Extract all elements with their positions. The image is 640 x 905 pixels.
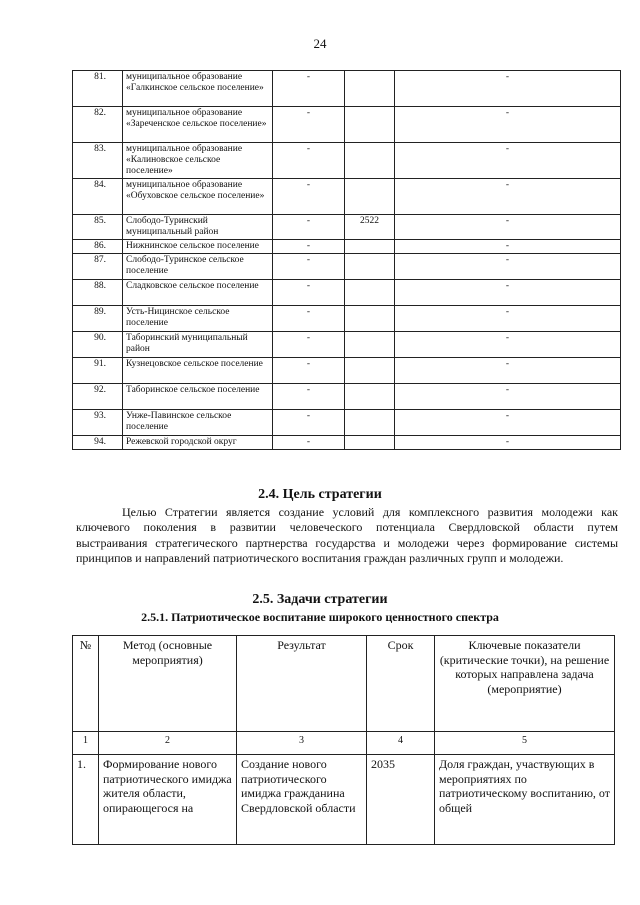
header-number: № [73,636,99,732]
header-indicators: Ключевые показатели (критические точки), на решение которых направлена задача (мероприятие) [435,636,615,732]
value-col4 [345,107,395,143]
municipal-row [73,436,621,450]
index-cell: 4 [367,732,435,755]
row-number: 91. [73,358,123,384]
value-col4 [345,254,395,280]
page-number: 24 [313,36,327,51]
task-term: 2035 [367,755,435,845]
goal-line: ключевого поколения в развитии человеческого потенциала Свердловской области путем [76,520,618,535]
municipal-row [73,107,621,143]
value-col5: - [395,240,621,254]
value-col4 [345,240,395,254]
value-col4 [345,410,395,436]
row-number: 87. [73,254,123,280]
value-col5: - [395,358,621,384]
value-col5: - [395,179,621,215]
municipality-name: Сладковское сельское поселение [123,280,273,306]
row-number: 85. [73,215,123,240]
value-col3: - [273,306,345,332]
header-term: Срок [367,636,435,732]
task-number: 1. [73,755,99,845]
municipality-name: Слободо-Туринское сельское поселение [123,254,273,280]
value-col4 [345,71,395,107]
row-number: 82. [73,107,123,143]
municipality-name: Нижнинское сельское поселение [123,240,273,254]
goal-line: принципов и направлений патриотического воспитания граждан различных групп и молодежи. [76,551,564,566]
index-cell: 5 [435,732,615,755]
row-number: 86. [73,240,123,254]
value-col3: - [273,332,345,358]
value-col4 [345,179,395,215]
municipal-row [73,240,621,254]
value-col5: - [395,306,621,332]
value-col3: - [273,254,345,280]
value-col4 [345,332,395,358]
value-col5: - [395,254,621,280]
task-result: Создание нового патриотического имиджа гражданина Свердловской области [237,755,367,845]
task-method: Формирование нового патриотического имиджа жителя области, опирающегося на [99,755,237,845]
value-col5: - [395,384,621,410]
index-cell: 2 [99,732,237,755]
municipal-row [73,280,621,306]
municipal-row [73,384,621,410]
row-number: 88. [73,280,123,306]
value-col5: - [395,107,621,143]
tasks-table [72,635,615,845]
value-col3: - [273,280,345,306]
value-col4 [345,143,395,179]
index-cell: 1 [73,732,99,755]
row-number: 92. [73,384,123,410]
goal-line: Целью Стратегии является создание условий для комплексного развития молодежи как [122,505,618,519]
value-col3: - [273,179,345,215]
task-indicators: Доля граждан, участвующих в мероприятиях по патриотическому воспитанию, от общей [435,755,615,845]
municipal-row [73,254,621,280]
section-2-5-heading: 2.5. Задачи стратегии [252,592,388,607]
value-col3: - [273,358,345,384]
municipal-row [73,179,621,215]
municipality-name: Усть-Ницинское сельское поселение [123,306,273,332]
value-col5: - [395,143,621,179]
row-number: 83. [73,143,123,179]
municipal-table [72,70,621,450]
municipality-name: Режевской городской округ [123,436,273,450]
municipality-name: муниципальное образование «Галкинское сельское поселение» [123,71,273,107]
header-method: Метод (основные мероприятия) [99,636,237,732]
municipality-name: Унже-Павинское сельское поселение [123,410,273,436]
goal-line: выстраивания стратегического партнерства государства и молодежи через формирование системы [76,535,618,550]
tasks-index-row [73,732,615,755]
tasks-header-row [73,636,615,732]
row-number: 89. [73,306,123,332]
value-col3: - [273,107,345,143]
municipal-row [73,143,621,179]
value-col5: - [395,71,621,107]
row-number: 93. [73,410,123,436]
row-number: 94. [73,436,123,450]
section-2-5-1-heading: 2.5.1. Патриотическое воспитание широкого ценностного спектра [141,610,499,624]
value-col5: - [395,280,621,306]
value-col4 [345,306,395,332]
section-2-4-heading: 2.4. Цель стратегии [258,487,382,502]
value-col5: - [395,436,621,450]
municipality-name: Кузнецовское сельское поселение [123,358,273,384]
municipality-name: муниципальное образование «Зареченское сельское поселение» [123,107,273,143]
municipal-row [73,71,621,107]
municipal-row [73,358,621,384]
row-number: 90. [73,332,123,358]
municipal-row [73,332,621,358]
value-col3: - [273,436,345,450]
value-col4 [345,436,395,450]
value-col5: - [395,332,621,358]
value-col5: - [395,410,621,436]
municipality-name: муниципальное образование «Обуховское сельское поселение» [123,179,273,215]
value-col3: - [273,384,345,410]
value-col4 [345,358,395,384]
value-col4: 2522 [345,215,395,240]
value-col5: - [395,215,621,240]
value-col3: - [273,215,345,240]
header-result: Результат [237,636,367,732]
index-cell: 3 [237,732,367,755]
municipality-name: муниципальное образование «Калиновское сельское поселение» [123,143,273,179]
municipal-row [73,306,621,332]
tasks-row [73,755,615,845]
municipality-name: Слободо-Туринский муниципальный район [123,215,273,240]
value-col3: - [273,71,345,107]
value-col4 [345,280,395,306]
row-number: 81. [73,71,123,107]
municipal-row [73,410,621,436]
municipality-name: Таборинский муниципальный район [123,332,273,358]
row-number: 84. [73,179,123,215]
value-col4 [345,384,395,410]
value-col3: - [273,143,345,179]
municipal-row [73,215,621,240]
value-col3: - [273,410,345,436]
municipality-name: Таборинское сельское поселение [123,384,273,410]
goal-paragraph [76,505,618,567]
value-col3: - [273,240,345,254]
